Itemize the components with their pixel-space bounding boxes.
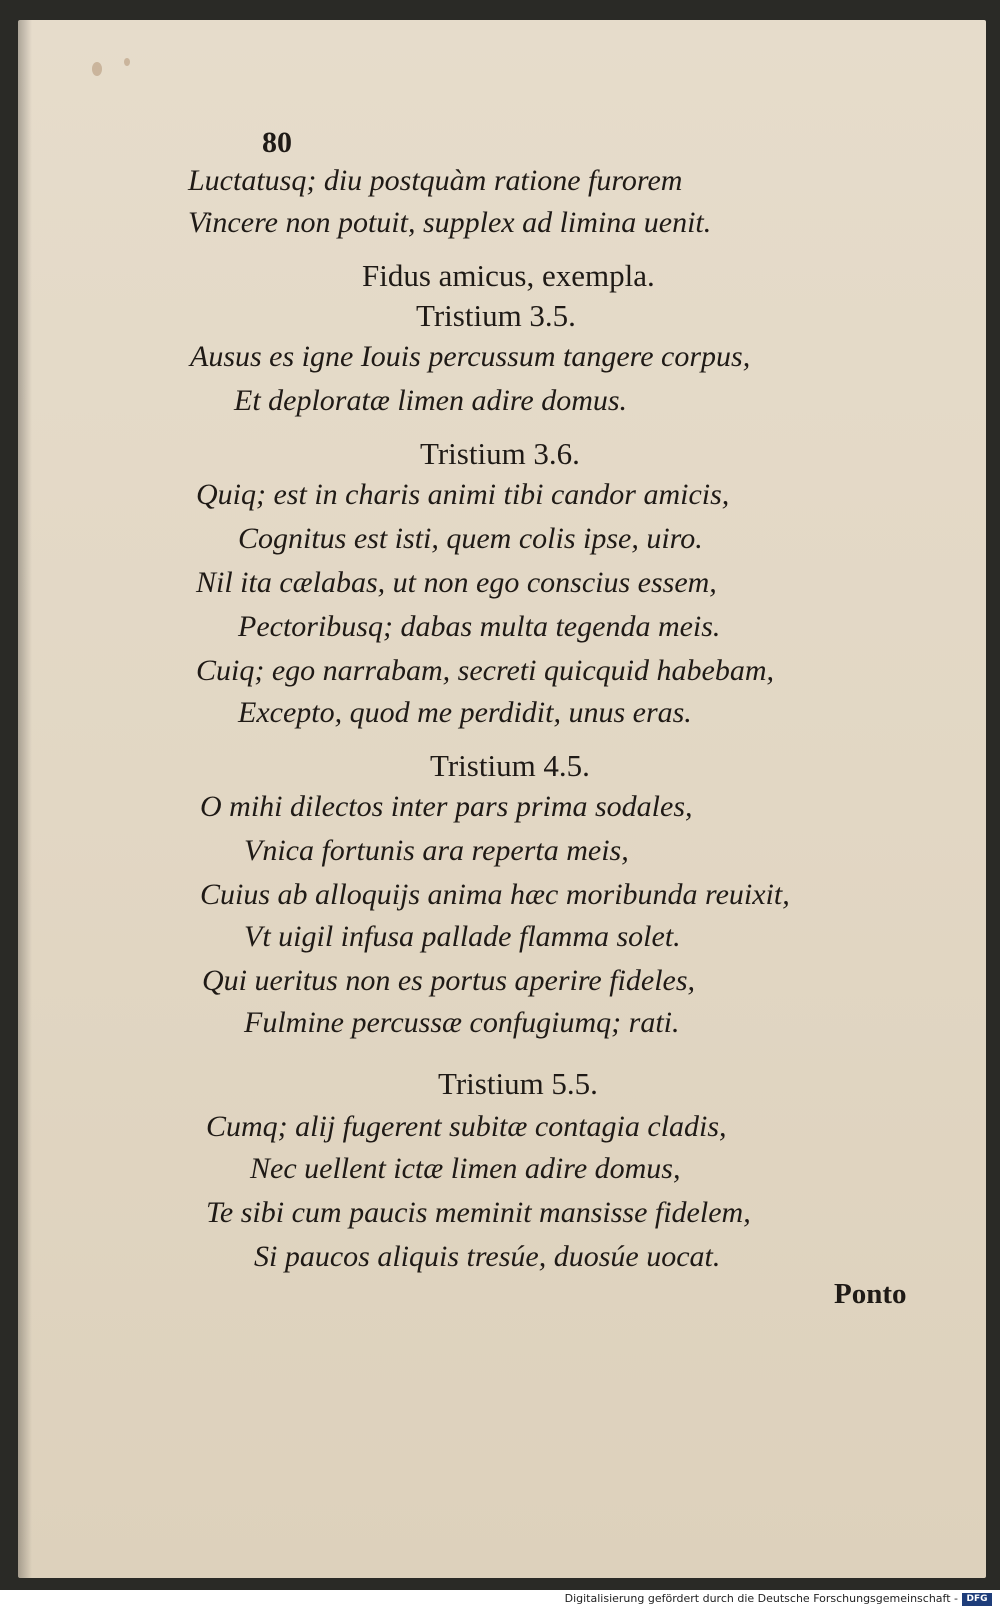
verse-line: Cuiq; ego narrabam, secreti quicquid habebam, [196, 654, 774, 687]
verse-line: Nil ita cælabas, ut non ego conscius essem, [196, 566, 717, 599]
catchword: Ponto [834, 1278, 907, 1310]
section-heading: Tristium 3.5. [416, 298, 576, 333]
dfg-logo: DFG [962, 1593, 992, 1606]
verse-line: Te sibi cum paucis meminit mansisse fidelem, [206, 1196, 751, 1229]
section-title: Fidus amicus, exempla. [362, 258, 655, 293]
verse-line: Fulmine percussæ confugiumq; rati. [244, 1006, 680, 1039]
digitization-footer [0, 1590, 1000, 1610]
verse-line: Cognitus est isti, quem colis ipse, uiro. [238, 522, 703, 555]
verse-line: Cumq; alij fugerent subitæ contagia cladis, [206, 1110, 727, 1143]
verse-line: Vnica fortunis ara reperta meis, [244, 834, 629, 867]
section-heading: Tristium 3.6. [420, 436, 580, 471]
verse-line: Cuius ab alloquijs anima hæc moribunda reuixit, [200, 878, 790, 911]
verse-line: Vt uigil infusa pallade flamma solet. [244, 920, 681, 953]
verse-line: Luctatusq; diu postquàm ratione furorem [188, 164, 683, 197]
verse-line: Excepto, quod me perdidit, unus eras. [238, 696, 692, 729]
verse-line: Qui ueritus non es portus aperire fideles, [202, 964, 696, 997]
verse-line: Pectoribusq; dabas multa tegenda meis. [238, 610, 721, 643]
verse-line: Quiq; est in charis animi tibi candor amicis, [196, 478, 730, 511]
section-heading: Tristium 4.5. [430, 748, 590, 783]
verse-line: Nec uellent ictæ limen adire domus, [250, 1152, 681, 1185]
verse-line: O mihi dilectos inter pars prima sodales, [200, 790, 693, 823]
verse-line: Vincere non potuit, supplex ad limina uenit. [188, 206, 712, 239]
verse-line: Si paucos aliquis tresúe, duosúe uocat. [254, 1240, 721, 1273]
verse-line: Ausus es igne Iouis percussum tangere corpus, [190, 340, 751, 373]
footer-credit: Digitalisierung gefördert durch die Deutsche Forschungsgemeinschaft - [564, 1592, 958, 1605]
section-heading: Tristium 5.5. [438, 1066, 598, 1101]
verse-line: Et deploratæ limen adire domus. [234, 384, 628, 417]
page-number: 80 [262, 126, 292, 159]
